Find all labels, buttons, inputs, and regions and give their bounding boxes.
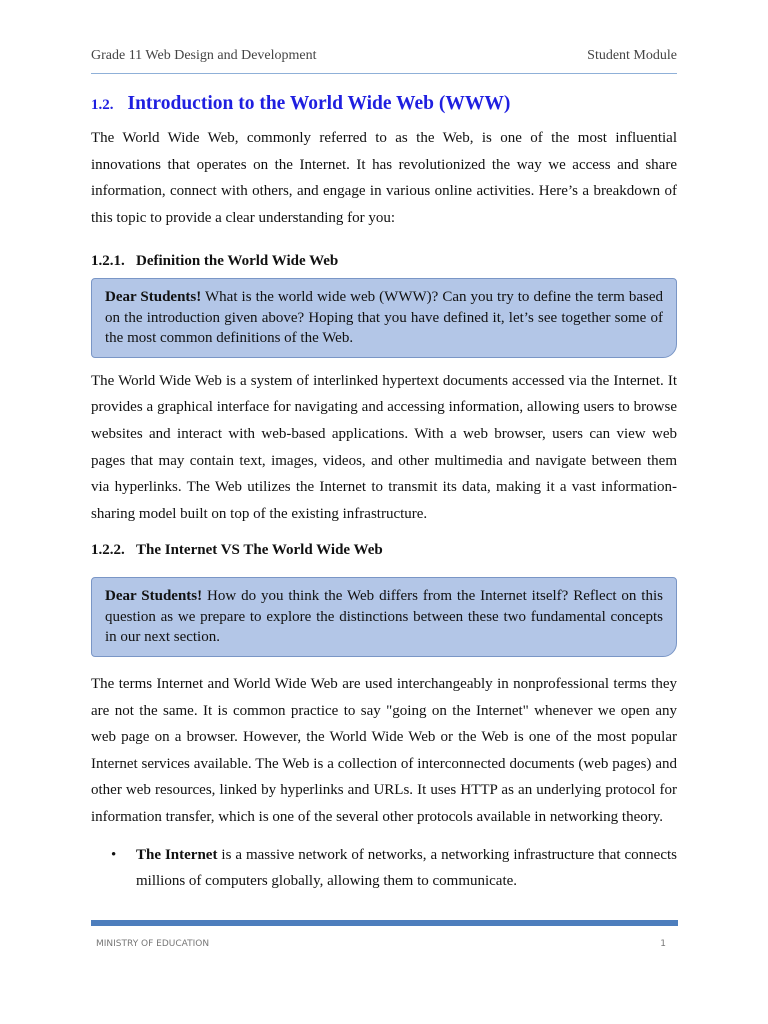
bullet-icon: • bbox=[111, 846, 117, 863]
page-header bbox=[91, 46, 677, 74]
section-title: Introduction to the World Wide Web (WWW) bbox=[127, 93, 511, 114]
subsection-heading-1 bbox=[91, 253, 677, 270]
page-footer bbox=[96, 939, 664, 949]
comparison-paragraph: The terms Internet and World Wide Web are used interchangeably in nonprofessional terms they are not the same. It is common practice to say "going on the Internet" whenever we open any web page on a browser. However, the World Wide Web or the Web is one of the most popular Internet services available. The Web is a collection of interconnected documents (web pages) and other web resources, linked by hyperlinks and URLs. It uses HTTP as an underlying protocol for information transfer, which is one of the several other protocols available in networking theory. bbox=[91, 675, 677, 825]
section-number: 1.2. bbox=[91, 97, 114, 113]
callout-1-text: What is the world wide web (WWW)? Can you try to define the term based on the introduction given above? Hoping that you have defined it, let’s see together some of the most common definitions of the Web. bbox=[105, 289, 663, 347]
bullet-list bbox=[91, 842, 677, 895]
bullet-text: is a massive network of networks, a networking infrastructure that connects millions of computers globally, allowing them to communicate. bbox=[136, 846, 677, 890]
header-course-title: Grade 11 Web Design and Development bbox=[91, 48, 317, 63]
subsection-number-1: 1.2.1. bbox=[91, 253, 125, 270]
footer-rule bbox=[91, 920, 678, 926]
intro-paragraph: The World Wide Web, commonly referred to as the Web, is one of the most influential innovations that operates on the Internet. It has revolutionized the way we access and share information, connect with others, and engage in various online activities. Here’s a breakdown of this topic to provide a clear understanding for you: bbox=[91, 130, 677, 226]
page-number: 1 bbox=[660, 939, 666, 949]
bullet-term: The Internet bbox=[136, 846, 218, 863]
page-content bbox=[91, 93, 677, 895]
callout-2-text: How do you think the Web differs from the Internet itself? Reflect on this question as we prepare to explore the distinctions between these two fundamental concepts in our next section. bbox=[105, 588, 663, 646]
callout-1-bold: Dear Students! bbox=[105, 289, 202, 306]
header-module-label: Student Module bbox=[587, 48, 677, 63]
dear-students-callout-1 bbox=[91, 278, 677, 358]
section-heading bbox=[91, 93, 677, 115]
subsection-title-2: The Internet VS The World Wide Web bbox=[136, 542, 383, 559]
footer-ministry-label: MINISTRY OF EDUCATION bbox=[96, 939, 210, 949]
list-item bbox=[91, 842, 677, 895]
dear-students-callout-2 bbox=[91, 577, 677, 657]
subsection-title-1: Definition the World Wide Web bbox=[136, 253, 339, 270]
subsection-heading-2 bbox=[91, 542, 677, 559]
callout-2-bold: Dear Students! bbox=[105, 588, 203, 605]
definition-paragraph: The World Wide Web is a system of interlinked hypertext documents accessed via the Internet. It provides a graphical interface for navigating and accessing information, allowing users to browse websites and interact with web-based applications. With a web browser, users can view web pages that may contain text, images, videos, and other multimedia and navigate between them via hyperlinks. The Web utilizes the Internet to transmit its data, making it a vast information-sharing model built on top of the existing infrastructure. bbox=[91, 372, 677, 522]
subsection-number-2: 1.2.2. bbox=[91, 542, 125, 559]
